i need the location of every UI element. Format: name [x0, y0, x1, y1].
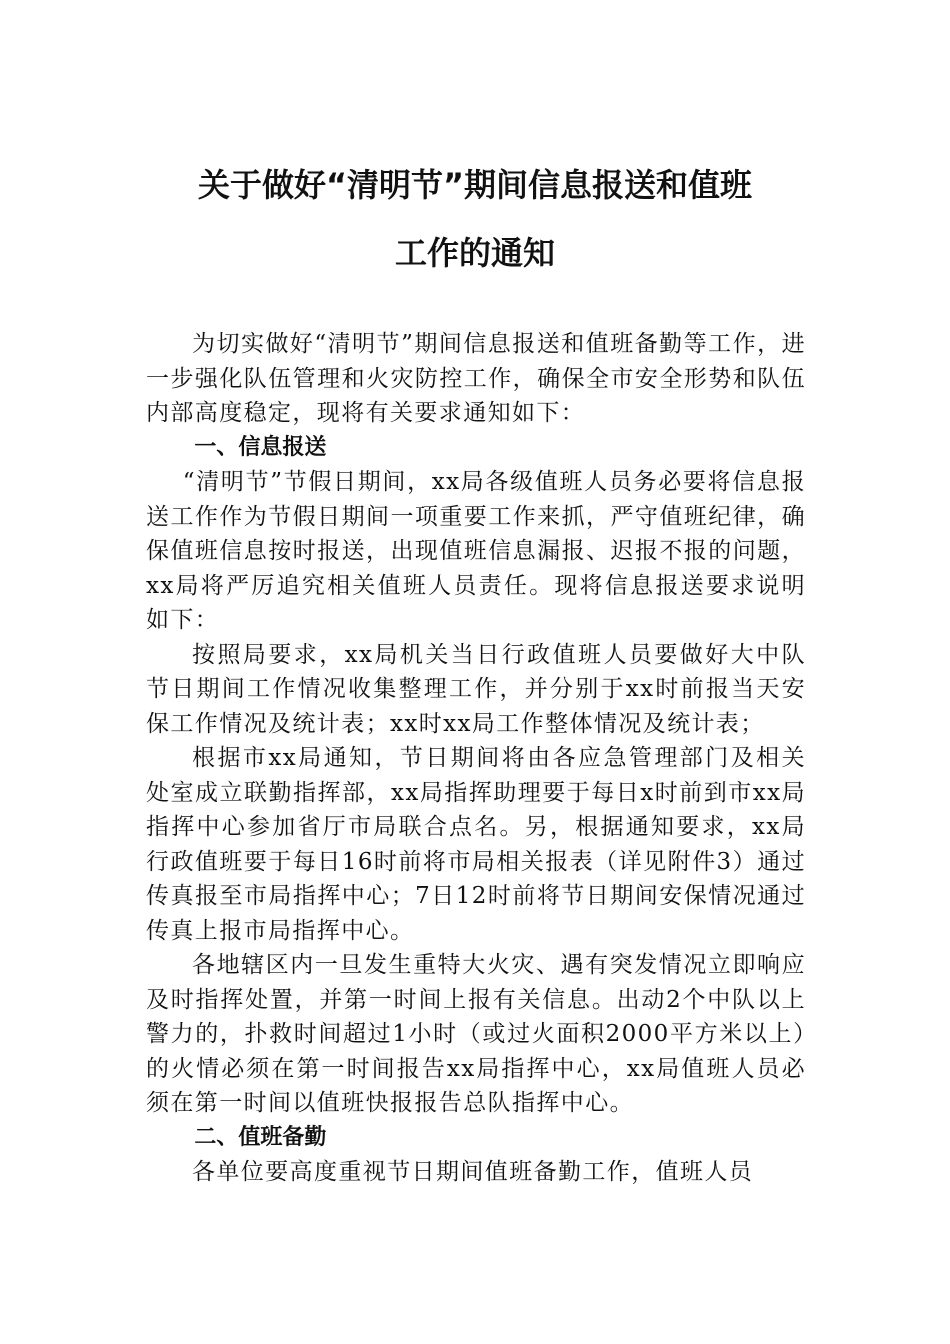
section-heading-info-reporting: 一、信息报送: [194, 434, 327, 460]
paragraph: 按照局要求，xx局机关当日行政值班人员要做好大中队节日期间工作情况收集整理工作，并分别于xx时前报当天安保工作情况及统计表；xx时xx局工作整体情况及统计表；: [146, 641, 806, 737]
paragraph: “清明节”节假日期间，xx局各级值班人员务必要将信息报送工作作为节假日期间一项重要工作来抓，严守值班纪律，确保值班信息按时报送，出现值班信息漏报、迟报不报的问题，xx局将严厉追究相关值班人员责任。现将信息报送要求说明如下：: [146, 469, 806, 633]
document-title-line-2: 工作的通知: [394, 234, 555, 272]
paragraph: 根据市xx局通知，节日期间将由各应急管理部门及相关处室成立联勤指挥部，xx局指挥助理要于每日x时前到市xx局指挥中心参加省厅市局联合点名。另，根据通知要求，xx局行政值班要于每日16时前将市局相关报表（详见附件3）通过传真报至市局指挥中心；7日12时前将节日期间安保情况通过传真上报市局指挥中心。: [146, 745, 806, 944]
paragraph: 各单位要高度重视节日期间值班备勤工作，值班人员: [192, 1159, 754, 1185]
section-heading-duty: 二、值班备勤: [194, 1124, 327, 1150]
paragraph: 各地辖区内一旦发生重特大火灾、遇有突发情况立即响应及时指挥处置，并第一时间上报有关信息。出动2个中队以上警力的，扑救时间超过1小时（或过火面积2000平方米以上）的火情必须在第一时间报告xx局指挥中心，xx局值班人员必须在第一时间以值班快报报告总队指挥中心。: [146, 952, 806, 1116]
document-body: [146, 327, 806, 1190]
document-title-line-1: 关于做好“清明节”期间信息报送和值班: [197, 166, 753, 204]
intro-paragraph: 为切实做好“清明节”期间信息报送和值班备勤等工作，进一步强化队伍管理和火灾防控工作，确保全市安全形势和队伍内部高度稳定，现将有关要求通知如下：: [146, 331, 806, 426]
